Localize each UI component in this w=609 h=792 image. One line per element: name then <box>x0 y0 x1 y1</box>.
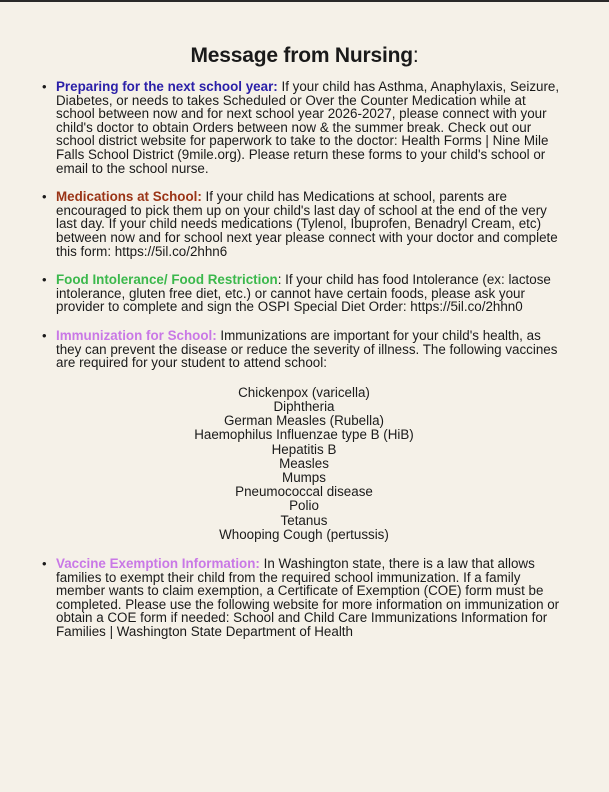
item-body-medications: If your child has Medications at school, parents are encouraged to pick them up on your child's last day of school at the end of the very last day. If your child needs medications (Tylenol, Ibuprofen, Benadryl Cream, etc) between now and for school next year please connect with your doctor and complete this form: https://5il.co/2hhn6 <box>56 189 558 259</box>
vaccine-item: Mumps <box>282 469 326 485</box>
page-title-colon: : <box>412 44 419 67</box>
nursing-message-list <box>40 80 568 653</box>
item-heading-immunization: Immunization for School: <box>56 327 217 343</box>
vaccine-item: Measles <box>279 455 329 471</box>
item-body-preparing: If your child has Asthma, Anaphylaxis, Seizure, Diabetes, or needs to takes Scheduled or Over the Counter Medication while at school between now and for next school year 2026-2027, please connect with your child's doctor to obtain Orders between now & the summer break. Check out our school district website for paperwork to take to the doctor: Health Forms | Nine Mile Falls School District (9mile.org). Please return these forms to your child's school or email to the school nurse. <box>56 79 560 176</box>
item-body-immunization: Immunizations are important for your child's health, as they can prevent the disease or reduce the severity of illness. The following vaccines are required for your student to attend school: <box>56 327 558 371</box>
vaccine-item: Polio <box>289 498 319 514</box>
item-body-food-intolerance: : If your child has food Intolerance (ex: lactose intolerance, gluten free diet, etc.) or cannot have certain foods, please ask your provider to complete and sign the OSPI Special Diet Order: https://5il.co/2hhn0 <box>56 272 551 315</box>
vaccine-item: Whooping Cough (pertussis) <box>219 526 389 542</box>
list-item-food-intolerance <box>40 273 568 314</box>
vaccine-item: Diphtheria <box>273 398 335 414</box>
item-heading-preparing: Preparing for the next school year: <box>56 79 278 94</box>
vaccine-item: Tetanus <box>280 512 328 528</box>
page-title-text: Message from Nursing <box>190 44 413 67</box>
list-item-preparing <box>40 80 568 175</box>
item-heading-vaccine-exemption: Vaccine Exemption Information: <box>56 555 260 571</box>
item-heading-medications: Medications at School: <box>56 189 202 205</box>
item-body-vaccine-exemption: In Washington state, there is a law that allows families to exempt their child from the required school immunization. If a family member wants to claim exemption, a Certificate of Exemption (COE) form must be completed. Please use the following website for more information on immunization or obtain a COE form if needed: School and Child Care Immunizations Information for Families | Washington State Department of Health <box>56 555 560 639</box>
top-border <box>0 0 609 2</box>
vaccine-item: Haemophilus Influenzae type B (HiB) <box>194 427 414 443</box>
vaccine-item: Pneumococcal disease <box>235 484 373 500</box>
page-title <box>0 44 609 68</box>
vaccine-list <box>40 386 568 542</box>
vaccine-item: Hepatitis B <box>271 441 337 457</box>
vaccine-item: German Measles (Rubella) <box>223 413 384 429</box>
list-item-medications <box>40 190 568 258</box>
item-heading-food-intolerance: Food Intolerance/ Food Restriction <box>56 272 278 288</box>
vaccine-item: Chickenpox (varicella) <box>238 384 370 400</box>
list-item-vaccine-exemption <box>40 557 568 639</box>
list-item-immunization <box>40 329 568 542</box>
